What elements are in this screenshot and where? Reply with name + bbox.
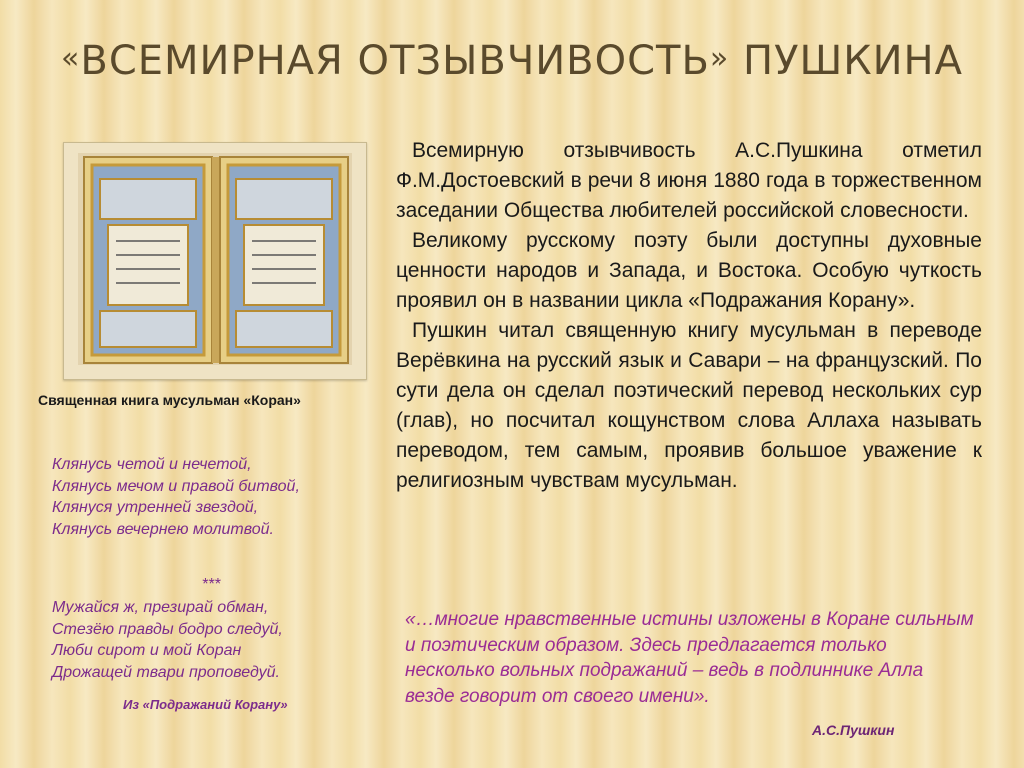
title-close-quote: » bbox=[709, 41, 730, 76]
slide-title bbox=[0, 38, 1024, 84]
quran-image bbox=[63, 142, 367, 380]
poem-line: Дрожащей твари проповедуй. bbox=[52, 663, 280, 681]
paragraph: Великому русскому поэту были доступны духовные ценности народов и Запада, и Востока. Особую чуткость проявил он в названии цикла «Подражания Корану». bbox=[396, 229, 982, 312]
main-text bbox=[396, 136, 982, 496]
poem-separator: *** bbox=[201, 576, 221, 593]
poem bbox=[52, 454, 372, 681]
poem-line: Клянусь мечом и правой битвой, bbox=[52, 477, 300, 495]
title-open-quote: « bbox=[61, 41, 81, 76]
poem-line: Люби сирот и мой Коран bbox=[52, 642, 242, 659]
quote-author: А.С.Пушкин bbox=[812, 722, 895, 738]
poem-line: Клянусь четой и нечетой, bbox=[52, 456, 252, 473]
paragraph: Всемирную отзывчивость А.С.Пушкина отметил Ф.М.Достоевский в речи 8 июня 1880 года в торжественном заседании Общества любителей российской словесности. bbox=[396, 139, 982, 222]
poem-line: Мужайся ж, презирай обман, bbox=[52, 599, 269, 616]
quran-book-illustration bbox=[64, 143, 366, 379]
title-main: ВСЕМИРНАЯ ОТЗЫВЧИВОСТЬ bbox=[80, 38, 710, 84]
poem-source: Из «Подражаний Корану» bbox=[123, 697, 288, 712]
poem-line: Стезёю правды бодро следуй, bbox=[52, 620, 283, 638]
title-name: ПУШКИНА bbox=[742, 38, 963, 84]
image-caption: Священная книга мусульман «Коран» bbox=[38, 392, 301, 408]
poem-line: Клянусь вечернею молитвой. bbox=[52, 520, 274, 538]
pushkin-quote: «…многие нравственные истины изложены в Коране сильным и поэтическим образом. Здесь предлагается только несколько вольных подражаний – ведь в подлиннике Алла везде говорит от своего имени». bbox=[405, 609, 974, 707]
paragraph: Пушкин читал священную книгу мусульман в переводе Верёвкина на русский язык и Савари – на французский. По сути дела он сделал поэтический перевод нескольких сур (глав), но посчитал кощунством слова Аллаха называть переводом, тем самым, проявив большое уважение к религиозным чувствам мусульман. bbox=[396, 319, 982, 492]
poem-line: Клянуся утренней звездой, bbox=[52, 499, 259, 516]
